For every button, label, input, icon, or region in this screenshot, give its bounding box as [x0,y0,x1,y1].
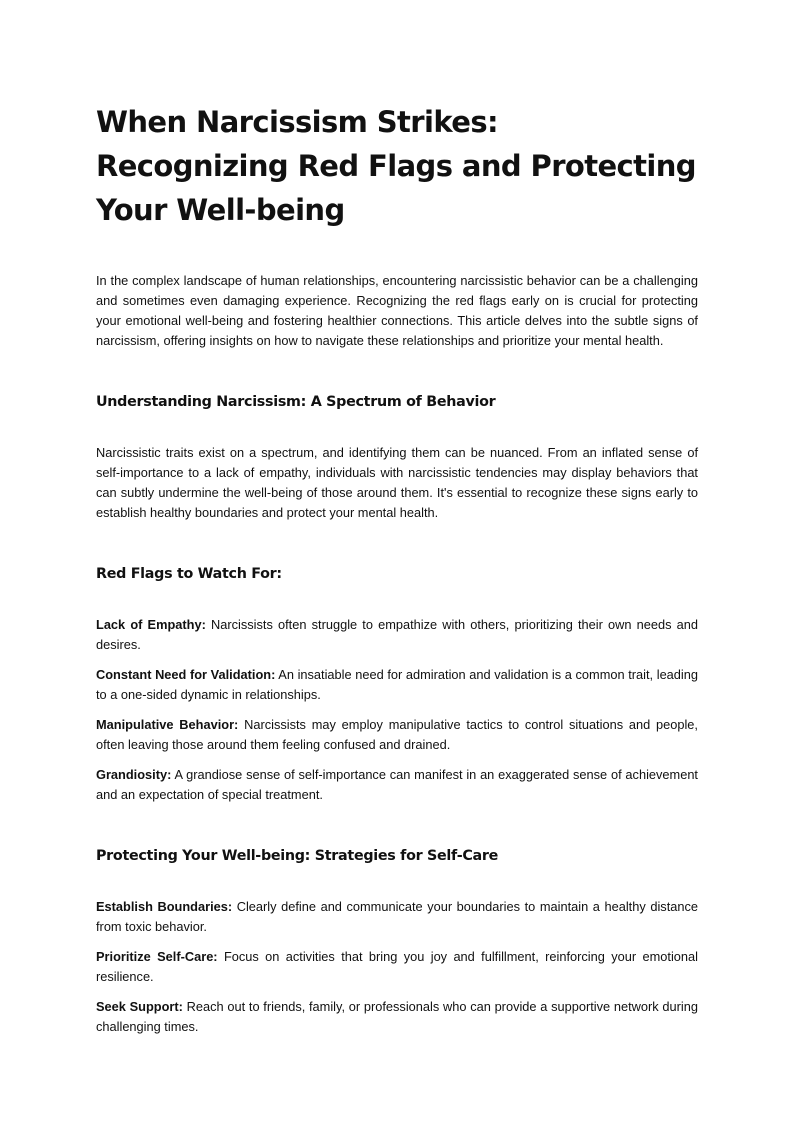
section-red-flags [96,564,698,805]
section-heading-understanding: Understanding Narcissism: A Spectrum of Behavior [96,394,496,410]
document-page [96,100,698,1037]
item-term: Lack of Empathy: [96,617,206,632]
self-care-item [96,947,698,987]
item-term: Establish Boundaries: [96,899,233,914]
item-term: Prioritize Self-Care: [96,949,218,964]
item-term: Manipulative Behavior: [96,717,239,732]
item-text: Reach out to friends, family, or professionals who can provide a supportive network during challenging times. [96,999,699,1034]
self-care-item [96,897,698,937]
section-understanding [96,392,698,523]
red-flags-list [96,615,698,805]
section-heading-protecting: Protecting Your Well-being: Strategies for Self-Care [96,848,499,864]
item-text: Focus on activities that bring you joy and fulfillment, reinforcing your emotional resilience. [96,949,698,984]
section-heading-red-flags: Red Flags to Watch For: [96,566,282,582]
article-title: When Narcissism Strikes: Recognizing Red Flags and Protecting Your Well-being [96,105,696,227]
intro-paragraph: In the complex landscape of human relationships, encountering narcissistic behavior can be a challenging and sometimes even damaging experience. Recognizing the red flags early on is crucial for protecting your emotional well-being and fostering healthier connections. This article delves into the subtle signs of narcissism, offering insights on how to navigate these relationships and prioritize your mental health. [96,273,698,348]
red-flag-item [96,765,698,805]
self-care-item [96,997,698,1037]
item-term: Seek Support: [96,999,183,1014]
item-term: Grandiosity: [96,767,172,782]
item-text: Clearly define and communicate your boundaries to maintain a healthy distance from toxic behavior. [96,899,698,934]
item-text: A grandiose sense of self-importance can manifest in an exaggerated sense of achievement and an expectation of special treatment. [96,767,698,802]
item-text: Narcissists may employ manipulative tactics to control situations and people, often leaving those around them feeling confused and drained. [96,717,698,752]
red-flag-item [96,715,698,755]
item-term: Constant Need for Validation: [96,667,276,682]
section-protecting [96,846,698,1037]
red-flag-item [96,665,698,705]
self-care-list [96,897,698,1037]
understanding-paragraph: Narcissistic traits exist on a spectrum, and identifying them can be nuanced. From an inflated sense of self-importance to a lack of empathy, individuals with narcissistic tendencies may display behaviors that can subtly undermine the well-being of those around them. It's essential to recognize these signs early to establish healthy boundaries and protect your mental health. [96,445,698,520]
item-text: Narcissists often struggle to empathize with others, prioritizing their own needs and desires. [96,617,698,652]
item-text: An insatiable need for admiration and validation is a common trait, leading to a one-sided dynamic in relationships. [96,667,698,702]
red-flag-item [96,615,698,655]
